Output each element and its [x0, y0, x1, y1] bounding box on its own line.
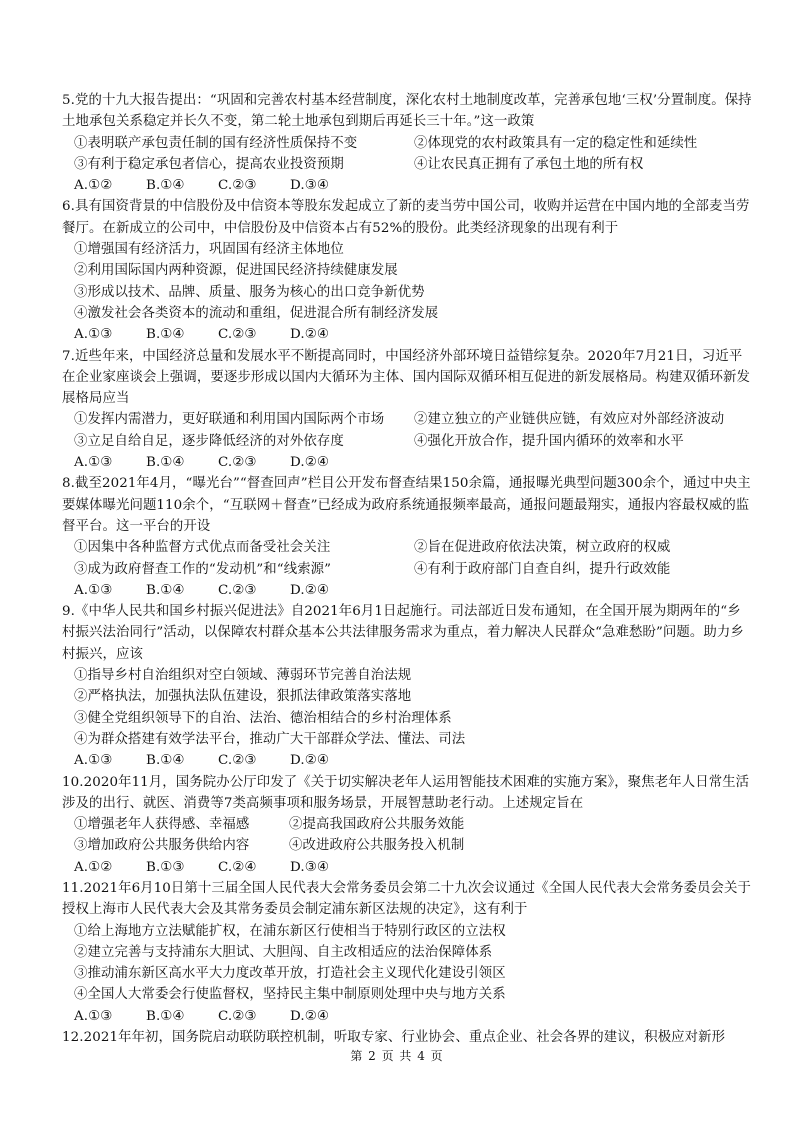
choice-c: C.②③ — [218, 455, 257, 471]
option-3: ③立足自给自足，逐步降低经济的对外依存度 — [74, 433, 344, 449]
choice-d: D.②④ — [290, 327, 329, 343]
option-1: ①增强国有经济活力，巩固国有经济主体地位 — [74, 242, 344, 258]
choice-b: B.①④ — [146, 582, 185, 598]
choice-b: B.①④ — [146, 455, 185, 471]
choice-c: C.②④ — [218, 859, 257, 875]
question-stem: 9.《中华人民共和国乡村振兴促进法》自2021年6月1日起施行。司法部近日发布通知，在全国开展为期两年的“乡村振兴法治同行”活动，以保障农村群众基本公共法律服务需求为重点，着力解决人民群众“急难愁盼”问题。助力乡村振兴，应该 — [62, 604, 744, 662]
option-row — [62, 835, 752, 856]
answer-choices — [62, 1006, 752, 1027]
option-1: ①因集中各种监督方式优点而备受社会关注 — [74, 540, 331, 556]
question-stem: 8.截至2021年4月，“曝光台”“督查回声”栏目公开发布督查结果150余篇，通报曝光典型问题300余个，通过中央主要媒体曝光问题110余个，“互联网＋督查”已经成为政府系统通报频率最高，通报问题最翔实，通报内容最权威的监督平台。这一平台的开设 — [62, 476, 751, 534]
choice-a: A.①② — [74, 859, 113, 875]
choice-c: C.②③ — [218, 582, 257, 598]
question-9 — [62, 601, 752, 771]
option-row — [62, 154, 752, 175]
option-row — [62, 559, 752, 580]
answer-choices — [62, 324, 752, 345]
choice-c: C.②③ — [218, 1008, 257, 1024]
option-2: ②建立独立的产业链供应链，有效应对外部经济波动 — [414, 412, 725, 428]
choice-c: C.②③ — [218, 327, 257, 343]
choice-d: D.②④ — [290, 1008, 329, 1024]
question-8 — [62, 473, 752, 601]
choice-c: C.②③ — [218, 753, 257, 769]
option-row — [62, 133, 752, 154]
question-stem: 6.具有国资背景的中信股份及中信资本等股东发起成立了新的麦当劳中国公司，收购并运营在中国内地的全部麦当劳餐厅。在新成立的公司中，中信股份及中信资本占有52%的股份。此类经济现象的出现有利于 — [62, 199, 750, 236]
answer-choices — [62, 175, 752, 196]
question-stem: 10.2020年11月，国务院办公厅印发了《关于切实解决老年人运用智能技术困难的实施方案》，聚焦老年人日常生活涉及的出行、就医、消费等7类高频事项和服务场景，开展智慧助老行动。上述规定旨在 — [62, 774, 750, 811]
option-1: ①增强老年人获得感、幸福感 — [74, 817, 250, 833]
question-10 — [62, 772, 752, 878]
option-2: ②提高我国政府公共服务效能 — [289, 817, 465, 833]
option-4: ④为群众搭建有效学法平台，推动广大干部群众学法、懂法、司法 — [74, 731, 466, 747]
choice-d: D.②④ — [290, 753, 329, 769]
choice-d: D.②④ — [290, 582, 329, 598]
option-row — [62, 814, 752, 835]
answer-choices — [62, 452, 752, 473]
choice-b: B.①④ — [146, 1008, 185, 1024]
answer-choices — [62, 857, 752, 878]
question-list — [62, 90, 752, 1048]
option-4: ④全国人大常委会行使监督权，坚持民主集中制原则处理中央与地方关系 — [74, 987, 506, 1003]
question-stem: 5.党的十九大报告提出：“巩固和完善农村基本经营制度，深化农村土地制度改革，完善承包地‘三权’分置制度。保持土地承包关系稳定并长久不变，第二轮土地承包到期后再延长三十年。”这一政策 — [62, 93, 752, 130]
option-row — [62, 537, 752, 558]
question-stem: 12.2021年年初，国务院启动联防联控机制，听取专家、行业协会、重点企业、社会各界的建议，积极应对新形 — [62, 1030, 726, 1046]
choice-b: B.①④ — [146, 178, 185, 194]
option-1: ①发挥内需潜力，更好联通和利用国内国际两个市场 — [74, 412, 385, 428]
choice-a: A.①③ — [74, 582, 113, 598]
option-3: ③推动浦东新区高水平大力度改革开放，打造社会主义现代化建设引领区 — [74, 966, 506, 982]
answer-choices — [62, 580, 752, 601]
option-3: ③增加政府公共服务供给内容 — [74, 838, 250, 854]
option-4: ④强化开放合作，提升国内循环的效率和水平 — [414, 433, 684, 449]
option-3: ③成为政府督查工作的“发动机”和“线索源” — [74, 561, 332, 577]
choice-c: C.②③ — [218, 178, 257, 194]
option-2: ②严格执法，加强执法队伍建设，狠抓法律政策落实落地 — [74, 689, 412, 705]
question-6 — [62, 196, 752, 345]
choice-a: A.①③ — [74, 1008, 113, 1024]
question-stem: 11.2021年6月10日第十三届全国人民代表大会常务委员会第二十九次会议通过《全国人民代表大会常务委员会关于授权上海市人民代表大会及其常务委员会制定浦东新区法规的决定》，这有利于 — [62, 880, 752, 918]
option-2: ②建立完善与支持浦东大胆试、大胆闯、自主改相适应的法治保障体系 — [74, 944, 493, 960]
question-5 — [62, 90, 752, 196]
option-2: ②利用国际国内两种资源，促进国民经济持续健康发展 — [74, 263, 398, 279]
answer-choices — [62, 750, 752, 771]
question-stem: 7.近些年来，中国经济总量和发展水平不断提高同时，中国经济外部环境日益错综复杂。2020年7月21日，习近平在企业家座谈会上强调，要逐步形成以国内大循环为主体、国内国际双循环相互促进的新发展格局。构建双循环新发展格局应当 — [62, 348, 751, 407]
option-1: ①表明联产承包责任制的国有经济性质保持不变 — [74, 135, 358, 151]
option-2: ②旨在促进政府依法决策，树立政府的权威 — [414, 540, 671, 556]
option-1: ①指导乡村自治组织对空白领域、薄弱环节完善自治法规 — [74, 668, 412, 684]
choice-d: D.③④ — [290, 178, 329, 194]
choice-a: A.①② — [74, 178, 113, 194]
option-1: ①给上海地方立法赋能扩权，在浦东新区行使相当于特别行政区的立法权 — [74, 923, 506, 939]
question-11 — [62, 878, 752, 1027]
choice-d: D.②④ — [290, 455, 329, 471]
choice-b: B.①④ — [146, 327, 185, 343]
option-2: ②体现党的农村政策具有一定的稳定性和延续性 — [414, 135, 698, 151]
choice-b: B.①④ — [146, 753, 185, 769]
option-4: ④改进政府公共服务投入机制 — [289, 838, 465, 854]
choice-a: A.①③ — [74, 753, 113, 769]
choice-a: A.①③ — [74, 455, 113, 471]
choice-d: D.③④ — [290, 859, 329, 875]
option-row — [62, 431, 752, 452]
option-4: ④有利于政府部门自查自纠，提升行政效能 — [414, 561, 671, 577]
choice-a: A.①③ — [74, 327, 113, 343]
question-7 — [62, 346, 752, 474]
option-4: ④激发社会各类资本的流动和重组，促进混合所有制经济发展 — [74, 305, 439, 321]
option-3: ③形成以技术、品牌、质量、服务为核心的出口竞争新优势 — [74, 284, 425, 300]
option-row — [62, 409, 752, 430]
option-3: ③健全党组织领导下的自治、法治、德治相结合的乡村治理体系 — [74, 710, 452, 726]
option-4: ④让农民真正拥有了承包土地的所有权 — [414, 156, 644, 172]
question-12 — [62, 1027, 752, 1048]
page-footer: 第 2 页 共 4 页 — [350, 1049, 444, 1063]
option-3: ③有利于稳定承包者信心，提高农业投资预期 — [74, 156, 344, 172]
choice-b: B.①③ — [146, 859, 185, 875]
